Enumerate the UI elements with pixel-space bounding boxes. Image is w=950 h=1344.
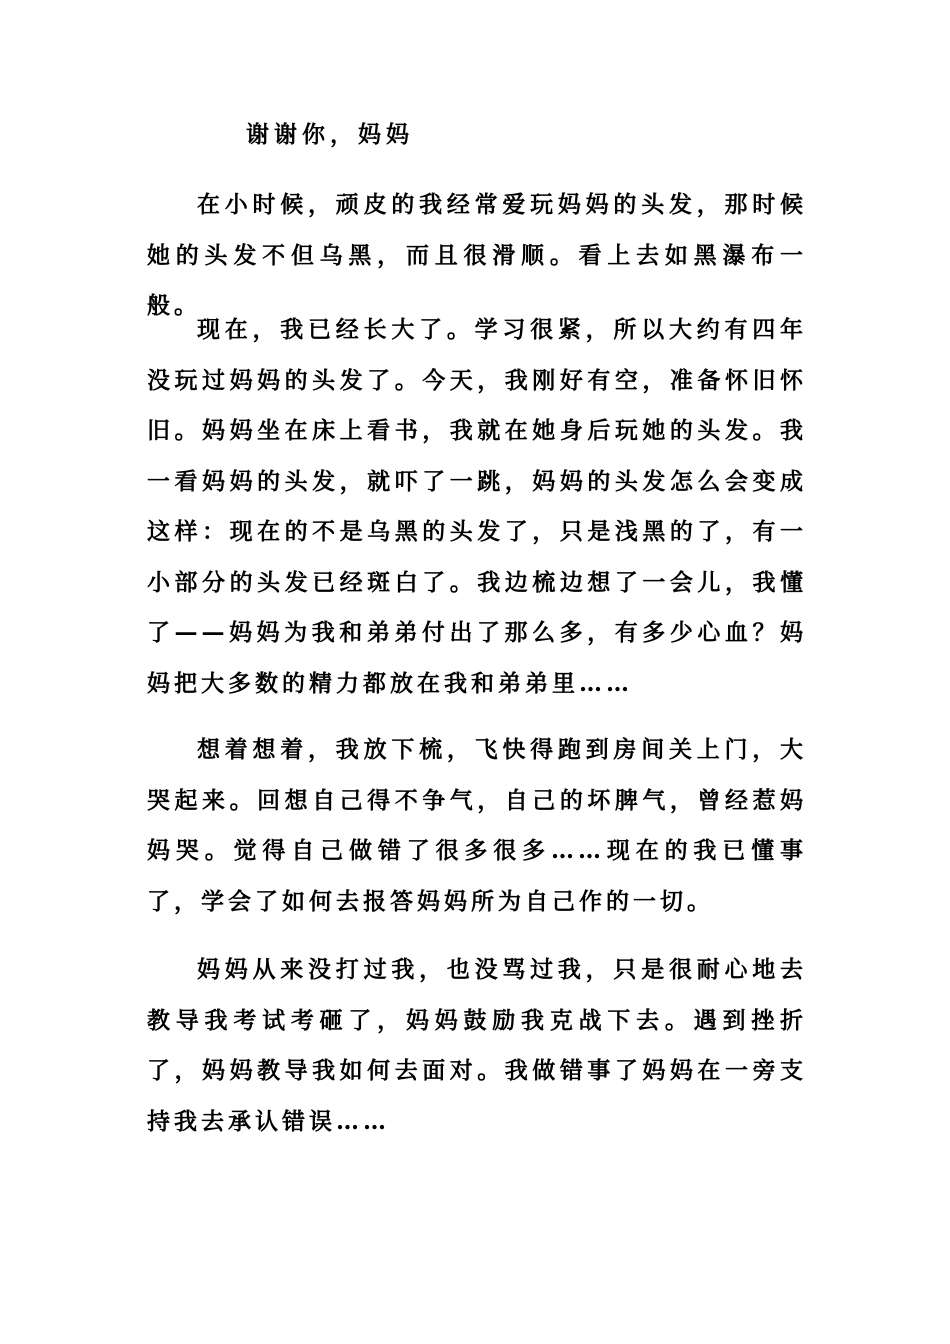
paragraph-4: 妈妈从来没打过我，也没骂过我，只是很耐心地去教导我考试考砸了，妈妈鼓励我克战下去。遇到挫折了，妈妈教导我如何去面对。我做错事了妈妈在一旁支持我去承认错误…… bbox=[147, 956, 807, 1135]
paragraph-2: 现在，我已经长大了。学习很紧，所以大约有四年没玩过妈妈的头发了。今天，我刚好有空，准备怀旧怀旧。妈妈坐在床上看书，我就在她身后玩她的头发。我一看妈妈的头发，就吓了一跳，妈妈的头发怎么会变成这样：现在的不是乌黑的头发了，只是浅黑的了，有一小部分的头发已经斑白了。我边梳边想了一会儿，我懂了——妈妈为我和弟弟付出了那么多，有多少心血？妈妈把大多数的精力都放在我和弟弟里…… bbox=[147, 316, 807, 697]
paragraph-3: 想着想着，我放下梳，飞快得跑到房间关上门，大哭起来。回想自己得不争气，自己的坏脾气，曾经惹妈妈哭。觉得自己做错了很多很多……现在的我已懂事了，学会了如何去报答妈妈所为自己作的一切。 bbox=[147, 736, 807, 915]
document-title: 谢谢你，妈妈 bbox=[246, 121, 414, 148]
paragraph-1: 在小时候，顽皮的我经常爱玩妈妈的头发，那时候她的头发不但乌黑，而且很滑顺。看上去如黑瀑布一般。 bbox=[147, 191, 807, 319]
